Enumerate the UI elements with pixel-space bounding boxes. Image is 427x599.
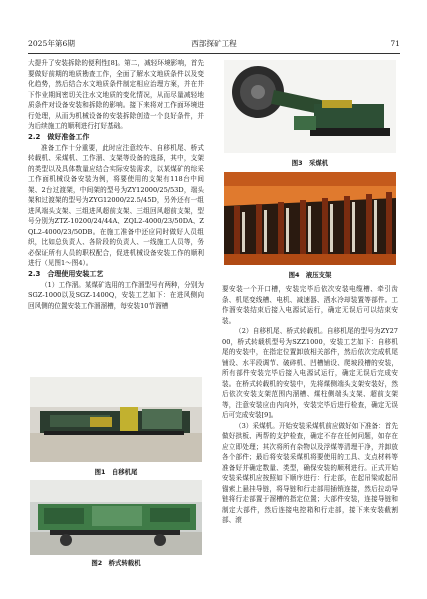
figure-3-photo — [224, 60, 396, 153]
running-header — [28, 38, 400, 50]
self-moving-tail-image — [30, 377, 202, 462]
figure-4-photo — [224, 172, 396, 265]
tech-paragraph: （1）工作溜。某煤矿选用的工作溜型号有两种，分别为SGZ-1000以及SGZ-1400Q，安装工艺如下：在进风侧向回风侧的位置安装工作溜溜槽，每安装10节溜槽 — [28, 280, 204, 310]
section-heading-prep: 2.2 做好准备工作 — [28, 132, 90, 141]
journal-title: 西部探矿工程 — [191, 39, 237, 48]
right-column — [222, 284, 398, 526]
intro-paragraph: 大提升了安装拆除的便利性[8]。第二，减轻环境影响，首先要做好前期的地质勘查工作，全面了解水文地质条件以及变化趋势，然后结合水文地质条件制定相应治理方案，并在井下作业期间密切关注水文地质的变化情况，从而尽量减轻地质条件对设备安装和拆除的影响。接下来将对工作面环境进行处理，从而为机械设备的安装拆除创造一个良好条件，并为后续施工的顺利进行打好基础。 — [28, 59, 204, 130]
tail-conveyor-paragraph: （2）自移机尾、桥式转载机。自移机尾的型号为ZY2700，桥式转载机型号为SZZ1000，安装工艺如下：自移机尾的安装中，在指定位置卸放相关部件，然后依次完成机尾铺设、水平段调节、破碎机、凹槽铺设、爬坡段槽的安装，所有部件安装完毕后接入电源试运行，确定无误后完成安装。在桥式转载机的安装中，先将煤侧端头支架安装好，然后依次安装支架范围内溜槽、煤柱侧端头支架、超前支架等，注意安装应由内向外，安装完毕后进行检查，确定无误后可完成安装[9]。 — [222, 327, 398, 419]
figure-4-caption: 图4 液压支架 — [288, 271, 332, 279]
continue-paragraph: 要安装一个开口槽，安装完毕后依次安装电缆槽、牵引齿条、机尾变线槽、电机、减速器、洒水冷却装置等部件。工作溜安装结束后接入电源试运行，确定无误后可以结束安装。 — [222, 285, 398, 325]
shearer-paragraph: （3）采煤机。开始安装采煤机前应做好如下准备：首先做好拱板、两帮的支护检查，确定不存在任何问题，如存在应立即处理；其次将所有杂物以及浮煤等清理干净，并卸放各个部件；最后将安装采煤机将要使用的工具、支点材料等准备好并确定数量、类型，确保安装的顺利进行。正式开始安装采煤机应按照如下顺序进行：行走部，在起吊梁或起吊锚索上悬挂导链，将导链和行走部用插销连接，然后拉动导链将行走部置于溜槽的指定位置；大部件安装，连接导链和制定大部件，然后连接电控箱和行走部，接下来安装截割部、滚 — [222, 421, 398, 524]
header-rule — [28, 53, 400, 54]
figure-2-caption: 图2 桥式转载机 — [91, 559, 141, 567]
figure-3-caption: 图3 采煤机 — [291, 159, 329, 167]
shearer-image — [224, 60, 396, 153]
bridge-conveyor-image — [30, 480, 202, 555]
issue-label: 2025年第6期 — [28, 39, 75, 48]
subsection-heading-tech: 2.3 合理使用安装工艺 — [28, 269, 104, 278]
prep-paragraph: 准备工作十分重要，此时应注意绞车、自移机尾、桥式转载机、采煤机、工作溜、支架等设备的选择，其中，支架的类型以及具体数量应结合实际安装需求，以某煤矿的综采工作面机械设备安装为例，将要使用的支架有118台中间架、2台过渡架，中间架的型号为ZY12000/25/53D，端头架和过渡架的型号为ZYG12000/22.5/45D，另外还有一组进风端头支架、三组进风超前支架、三组回风超前支架，型号分别为ZTZ-10200/24/44A、ZQL2-4000/23/50DA、ZQL2-4000/23/50DB。在施工准备中还应同时做好人员组织，比如总负责人、各阶段的负责人、一线施工人员等，务必保证所有人员的职权配合，促进机械设备安装工作的顺利进行（见图1～图4）。 — [28, 143, 204, 267]
figure-1-caption: 图1 自移机尾 — [94, 468, 138, 476]
figure-1-photo — [30, 377, 202, 462]
hydraulic-support-image — [224, 172, 396, 265]
page-number: 71 — [390, 39, 400, 48]
figure-2-photo — [30, 480, 202, 555]
left-column — [28, 58, 204, 311]
